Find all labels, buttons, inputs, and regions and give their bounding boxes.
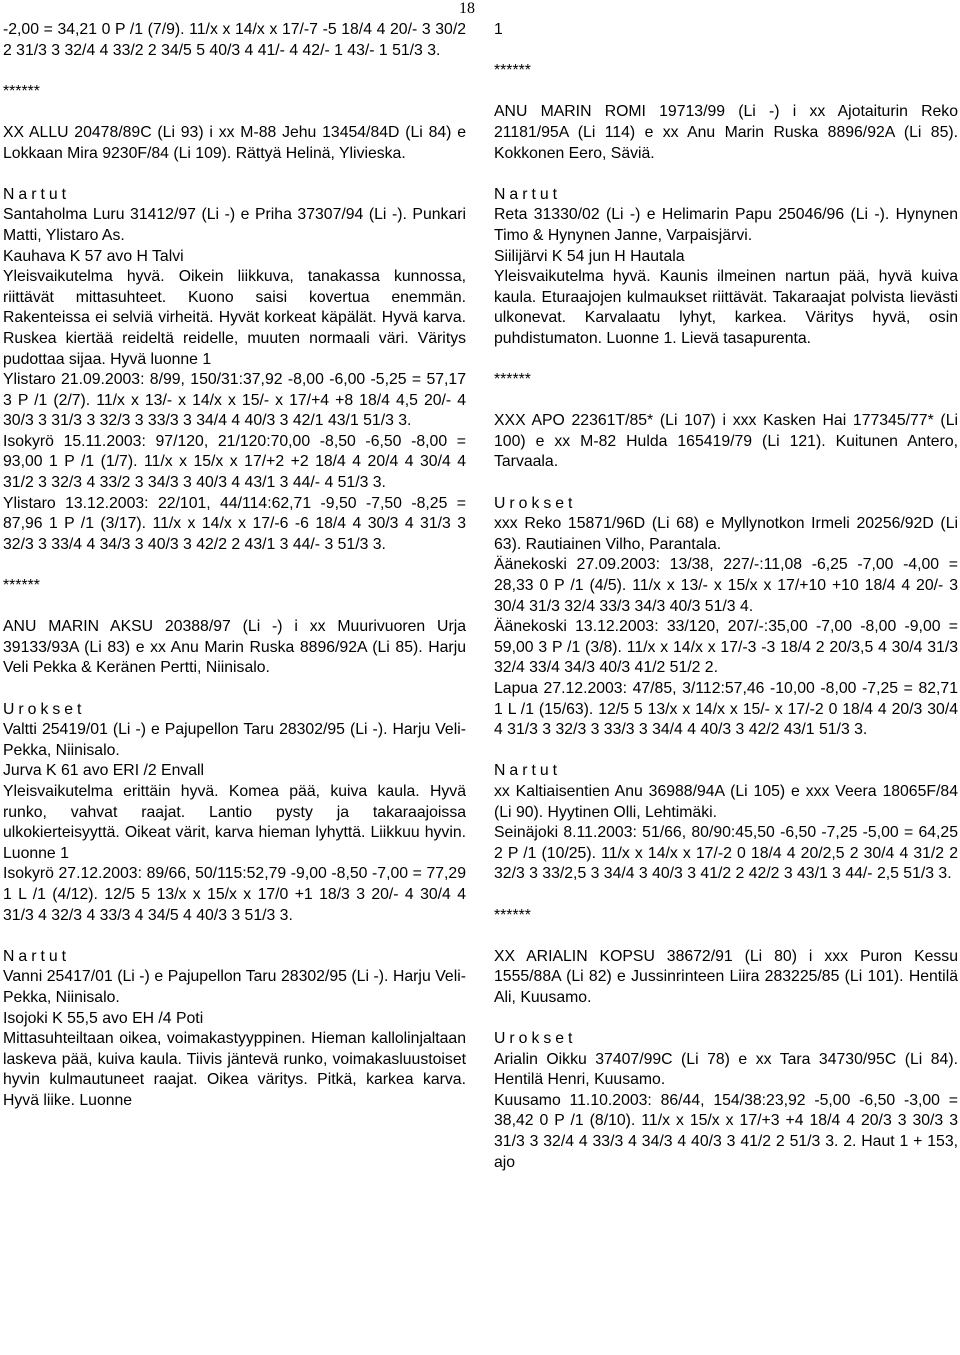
- paragraph-spacer: [494, 391, 958, 412]
- section-heading: Nartut: [3, 185, 71, 203]
- text-paragraph: Ylistaro 13.12.2003: 22/101, 44/114:62,71 -9,50 -7,50 -8,25 = 87,96 1 P /1 (3/17). 11/x x 14/x x 17/-6 -6 18/4 4 30/3 4 31/3 3 32/3 3 33/4 4 34/3 3 40/3 3 42/2 2 43/1 3 44/- 3 51/3 3.: [3, 494, 466, 553]
- text-paragraph: XX ARIALIN KOPSU 38672/91 (Li 80) i xxx Puron Kessu 1555/88A (Li 82) e Jussinrinteen Liira 283225/85 (Li 101). Hentilä Ali, Kuusamo.: [494, 947, 958, 1006]
- paragraph-spacer: [494, 82, 958, 103]
- text-paragraph: Isokyrö 15.11.2003: 97/120, 21/120:70,00 -8,50 -6,50 -8,00 = 93,00 1 P /1 (1/7). 11/x x 15/x x 17/+2 +2 18/4 4 20/4 4 30/4 4 31/2 3 32/3 4 33/2 3 34/3 3 40/3 4 43/1 3 44/- 4 51/3 3.: [3, 432, 466, 492]
- paragraph-spacer: [494, 164, 958, 185]
- text-paragraph: Kuusamo 11.10.2003: 86/44, 154/38:23,92 -5,00 -6,50 -3,00 = 38,42 0 P /1 (8/10). 11/x x 15/x x 17/+3 +4 18/4 4 20/3 3 30/3 3 31/3 3 32/4 4 33/3 4 34/3 4 40/3 3 41/2 2 51/3 3. 2. Haut 1 + 153, ajo: [494, 1091, 958, 1171]
- page-number: 18: [459, 0, 475, 17]
- paragraph-spacer: [3, 679, 466, 700]
- paragraph-spacer: [494, 926, 958, 947]
- section-heading: Urokset: [494, 494, 577, 512]
- text-paragraph: Kauhava K 57 avo H Talvi: [3, 247, 184, 265]
- text-paragraph: Reta 31330/02 (Li -) e Helimarin Papu 25046/96 (Li -). Hynynen Timo & Hynynen Janne, Varpaisjärvi.: [494, 206, 958, 244]
- text-paragraph: xx Kaltiaisentien Anu 36988/94A (Li 105) e xxx Veera 18065F/84 (Li 90). Hyytinen Olli, Lehtimäki.: [494, 782, 958, 821]
- section-heading: Nartut: [494, 185, 562, 203]
- paragraph-spacer: [494, 1009, 958, 1030]
- paragraph-spacer: [3, 102, 466, 123]
- text-paragraph: ******: [494, 371, 531, 389]
- text-paragraph: Lapua 27.12.2003: 47/85, 3/112:57,46 -10,00 -8,00 -7,25 = 82,71 1 L /1 (15/63). 12/5 5 13/x x 14/x x 15/- x 17/-2 0 18/4 4 20/3 30/4 4 31/3 3 32/3 3 33/3 3 34/4 4 40/3 3 42/2 43/1 51/3 3.: [494, 680, 958, 739]
- text-paragraph: Valtti 25419/01 (Li -) e Pajupellon Taru 28302/95 (Li -). Harju Veli-Pekka, Niinisalo.: [3, 721, 466, 759]
- paragraph-spacer: [494, 741, 958, 762]
- text-paragraph: Isokyrö 27.12.2003: 89/66, 50/115:52,79 -9,00 -8,50 -7,00 = 77,29 1 L /1 (4/12). 12/5 5 13/x x 15/x x 17/0 +1 18/3 3 20/- 4 30/4 4 31/3 4 32/3 4 33/3 4 34/5 4 40/3 3 51/3 3.: [3, 865, 466, 924]
- paragraph-spacer: [3, 926, 466, 947]
- text-paragraph: Yleisvaikutelma hyvä. Kaunis ilmeinen nartun pää, hyvä kuiva kaula. Eturaajojen kulmaukset riittävät. Takaraajat polvista lievästi ulkonevat. Karvalaatu lyhyt, karkea. Väritys hyvä, osin puhdistumaton. Luonne 1. Lievä tasapurenta.: [494, 268, 958, 347]
- text-paragraph: XX ALLU 20478/89C (Li 93) i xx M-88 Jehu 13454/84D (Li 84) e Lokkaan Mira 9230F/84 (Li 109). Rättyä Helinä, Ylivieska.: [3, 123, 466, 162]
- paragraph-spacer: [494, 473, 958, 494]
- section-heading: Urokset: [494, 1030, 577, 1048]
- text-paragraph: Yleisvaikutelma hyvä. Oikein liikkuva, tanakassa kunnossa, riittävät mittasuhteet. Kuono saisi kovertua enemmän. Rakenteissa ei selviä virheitä. Hyvät korkeat käpälät. Hyvä karva. Ruskea kiertää reideltä reidelle, muuten normaali väri. Väritys pudottaa sijaa. Hyvä luonne 1: [3, 268, 466, 368]
- right-column: [494, 20, 958, 1173]
- text-paragraph: ******: [494, 906, 531, 924]
- text-paragraph: Santaholma Luru 31412/97 (Li -) e Priha 37307/94 (Li -). Punkari Matti, Ylistaro As.: [3, 206, 466, 244]
- text-paragraph: Arialin Oikku 37407/99C (Li 78) e xx Tara 34730/95C (Li 84). Hentilä Henri, Kuusamo.: [494, 1050, 958, 1089]
- text-paragraph: ******: [3, 82, 40, 100]
- paragraph-spacer: [494, 350, 958, 371]
- text-paragraph: Vanni 25417/01 (Li -) e Pajupellon Taru 28302/95 (Li -). Harju Veli-Pekka, Niinisalo.: [3, 968, 466, 1006]
- section-heading: Nartut: [3, 947, 71, 965]
- text-paragraph: ANU MARIN AKSU 20388/97 (Li -) i xx Muurivuoren Urja 39133/93A (Li 83) e xx Anu Marin Ruska 8896/92A (Li 85). Harju Veli Pekka & Keränen Pertti, Niinisalo.: [3, 618, 466, 677]
- text-paragraph: Siilijärvi K 54 jun H Hautala: [494, 247, 685, 265]
- text-paragraph: ******: [3, 577, 40, 595]
- text-paragraph: ANU MARIN ROMI 19713/99 (Li -) i xx Ajotaiturin Reko 21181/95A (Li 114) e xx Anu Marin Ruska 8896/92A (Li 85). Kokkonen Eero, Säviä.: [494, 103, 958, 162]
- text-paragraph: XXX APO 22361T/85* (Li 107) i xxx Kasken Hai 177345/77* (Li 100) e xx M-82 Hulda 165419/79 (Li 121). Kuitunen Antero, Tarvaala.: [494, 412, 958, 471]
- paragraph-spacer: [494, 41, 958, 62]
- text-paragraph: Isojoki K 55,5 avo EH /4 Poti: [3, 1009, 204, 1027]
- text-paragraph: Jurva K 61 avo ERI /2 Envall: [3, 762, 205, 780]
- paragraph-spacer: [3, 164, 466, 185]
- text-paragraph: Mittasuhteiltaan oikea, voimakastyyppinen. Hieman kallolinjaltaan laskeva pää, kuiva kaula. Tiivis jäntevä runko, voimakasluustoiset hyvin kulmautuneet raajat. Oikea väritys. Pitkä, karkea karva. Hyvä liike. Luonne: [3, 1030, 466, 1109]
- text-paragraph: Yleisvaikutelma erittäin hyvä. Komea pää, kuiva kaula. Hyvä runko, vahvat raajat. Lantio pysty ja takaraajoissa ulkokierteisyyttä. Oikeat värit, karva hieman lyhyttä. Liikkuu hyvin. Luonne 1: [3, 782, 466, 862]
- section-heading: Urokset: [3, 700, 86, 718]
- text-paragraph: Seinäjoki 8.11.2003: 51/66, 80/90:45,50 -6,50 -7,25 -5,00 = 64,25 2 P /1 (10/25). 11/x x 14/x x 17/-2 0 18/4 4 20/2,5 2 30/4 4 31/2 2 32/3 3 33/2,5 3 34/4 3 40/3 3 41/2 2 42/2 3 43/1 3 44/- 2,5 51/3 3.: [494, 824, 958, 883]
- left-column: [3, 20, 466, 1111]
- text-paragraph: Ylistaro 21.09.2003: 8/99, 150/31:37,92 -8,00 -6,00 -5,25 = 57,17 3 P /1 (2/7). 11/x x 13/- x 14/x x 15/- x 17/+4 +8 18/4 4,5 20/- 4 30/3 3 31/3 3 32/3 3 33/3 3 34/4 4 40/3 3 42/1 43/1 51/3 3.: [3, 371, 466, 430]
- text-paragraph: ******: [494, 62, 531, 80]
- paragraph-spacer: [3, 61, 466, 82]
- text-paragraph: xxx Reko 15871/96D (Li 68) e Myllynotkon Irmeli 20256/92D (Li 63). Rautiainen Vilho, Parantala.: [494, 515, 958, 553]
- paragraph-spacer: [494, 885, 958, 906]
- text-paragraph: 1: [494, 21, 503, 38]
- paragraph-spacer: [3, 597, 466, 618]
- paragraph-spacer: [3, 555, 466, 576]
- text-paragraph: Äänekoski 27.09.2003: 13/38, 227/-:11,08 -6,25 -7,00 -4,00 = 28,33 0 P /1 (4/5). 11/x x 13/- x 15/x x 17/+10 +10 18/4 4 20/- 3 30/4 31/3 32/4 33/3 34/3 40/3 51/3 4.: [494, 556, 958, 615]
- text-paragraph: Äänekoski 13.12.2003: 33/120, 207/-:35,00 -7,00 -8,00 -9,00 = 59,00 3 P /1 (3/8). 11/x x 14/x x 17/-3 -3 18/4 2 20/3,5 4 30/4 31/3 32/4 33/4 34/3 40/3 41/2 51/2 2.: [494, 618, 958, 677]
- text-paragraph: -2,00 = 34,21 0 P /1 (7/9). 11/x x 14/x x 17/-7 -5 18/4 4 20/- 3 30/2 2 31/3 3 32/4 4 33/2 2 34/5 5 40/3 4 41/- 4 42/- 1 43/- 1 51/3 3.: [3, 21, 466, 59]
- section-heading: Nartut: [494, 762, 562, 780]
